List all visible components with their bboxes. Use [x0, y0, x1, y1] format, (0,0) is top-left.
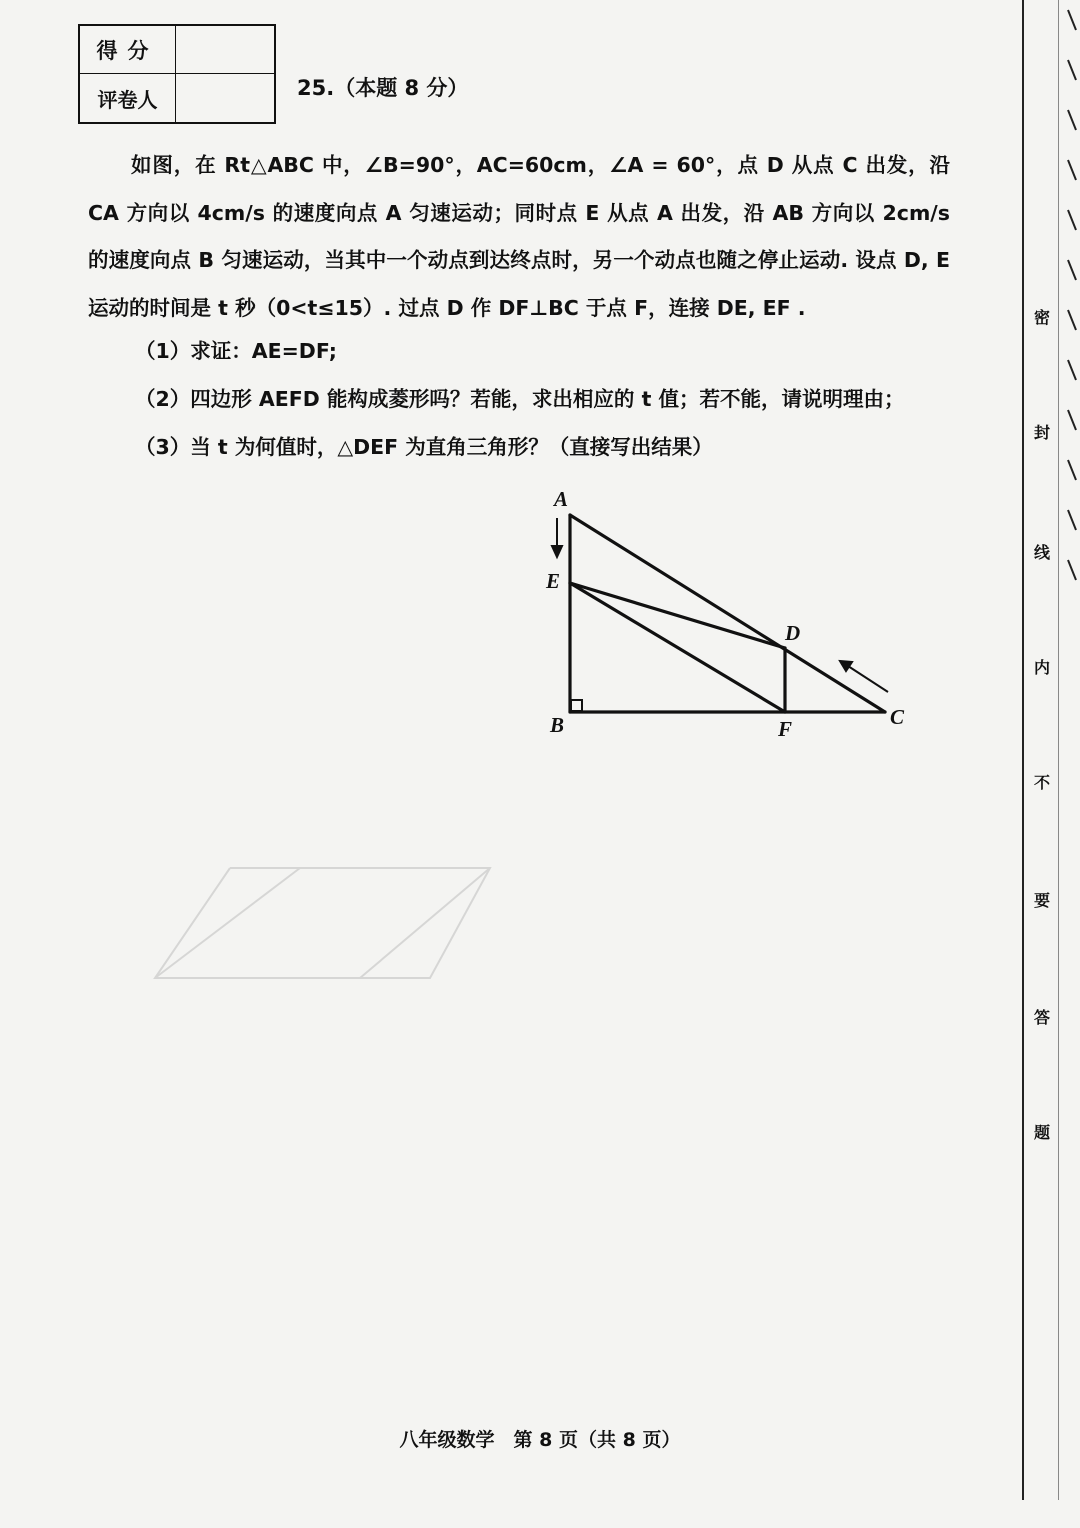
- label-C: C: [890, 705, 905, 729]
- binding-line: [1022, 0, 1024, 1500]
- binding-line-inner: [1058, 0, 1059, 1500]
- binding-char-5: 不: [1033, 773, 1050, 792]
- segment-EF: [570, 583, 785, 712]
- score-value-cell: [176, 26, 274, 74]
- triangle-figure: [530, 480, 920, 750]
- right-angle-mark: [571, 700, 582, 711]
- grader-value-cell: [176, 74, 274, 122]
- problem-body: 如图，在 Rt△ABC 中，∠B=90°，AC=60cm，∠A = 60°，点 D 从点 C 出发，沿 CA 方向以 4cm/s 的速度向点 A 匀速运动；同时点 E 从点 A 出发，沿 AB 方向以 2cm/s 的速度向点 B 匀速运动，当其中一个动点到达终点时，另一个动点也随之停止运动. 设点 D, E 运动的时间是 t 秒（0<t≤15）. 过点 D 作 DF⊥BC 于点 F，连接 DE, EF .: [88, 153, 950, 320]
- score-label: 得分: [80, 26, 176, 74]
- arrow-C-to-D: [848, 666, 888, 692]
- binding-char-2: 封: [1033, 423, 1050, 442]
- subquestion-2: （2）四边形 AEFD 能构成菱形吗？若能，求出相应的 t 值；若不能，请说明理由；: [135, 387, 905, 411]
- subquestion-1: （1）求证：AE=DF;: [135, 339, 337, 363]
- binding-char-4: 内: [1033, 658, 1050, 677]
- page-footer: 八年级数学 第 8 页（共 8 页）: [399, 1429, 681, 1451]
- arrow-C-to-D-head: [840, 661, 852, 671]
- binding-char-8: 题: [1033, 1123, 1050, 1142]
- binding-char-1: 密: [1033, 308, 1050, 327]
- question-header: 25.（本题 8 分）: [297, 76, 469, 100]
- grader-label: 评卷人: [80, 74, 176, 122]
- label-A: A: [554, 487, 569, 511]
- label-E: E: [546, 569, 561, 593]
- segment-ED: [570, 583, 785, 648]
- label-F: F: [778, 717, 793, 741]
- label-D: D: [785, 621, 801, 645]
- subquestion-3: （3）当 t 为何值时，△DEF 为直角三角形？（直接写出结果）: [135, 435, 713, 459]
- score-table: [78, 24, 276, 124]
- binding-char-6: 要: [1033, 891, 1050, 910]
- binding-char-7: 答: [1033, 1008, 1050, 1027]
- binding-char-3: 线: [1033, 543, 1050, 562]
- arrow-A-to-E-head: [552, 546, 562, 557]
- binding-edge-marks: [1064, 0, 1080, 800]
- problem-statement: [88, 142, 950, 332]
- label-B: B: [550, 713, 565, 737]
- segment-AC: [570, 515, 885, 712]
